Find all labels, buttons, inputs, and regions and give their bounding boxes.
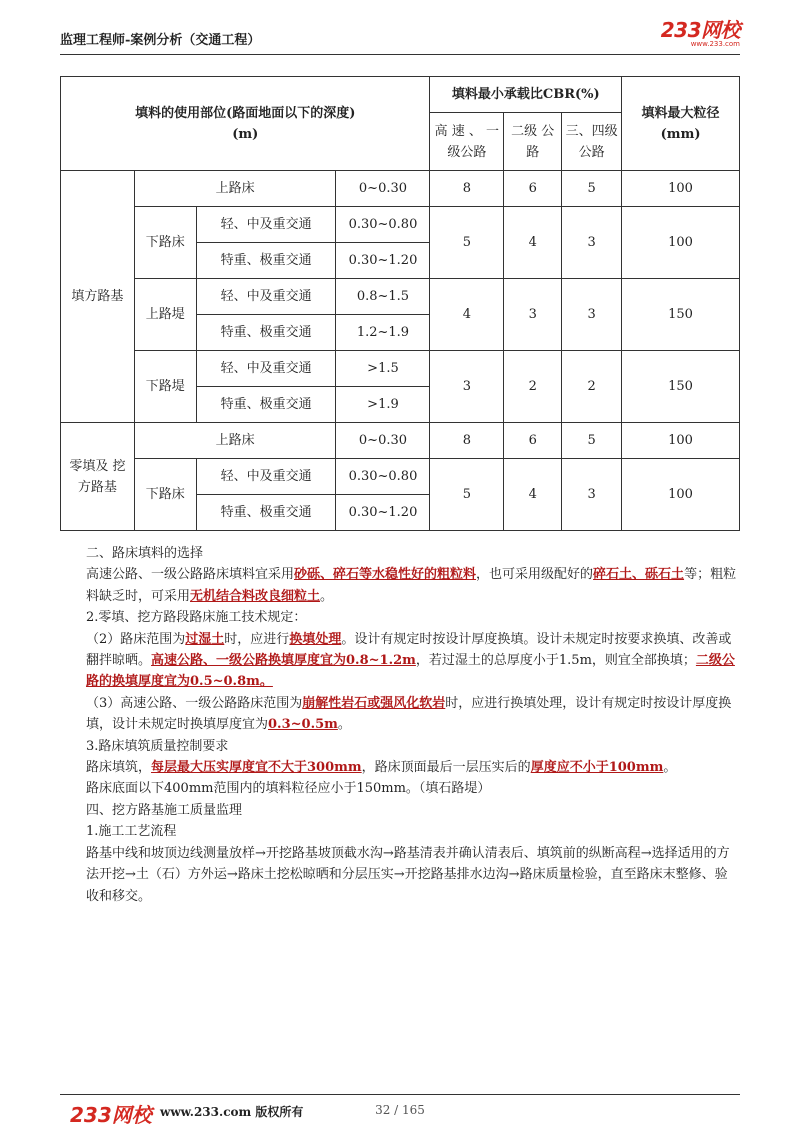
paragraph: 路床底面以下400mm范围内的填料粒径应小于150mm。（填石路堤） <box>86 781 491 797</box>
header-usage: 填料的使用部位(路面地面以下的深度) (m) <box>61 77 430 171</box>
cbr-cell: 5 <box>430 459 504 531</box>
highlight: 厚度应不小于100mm <box>530 760 664 776</box>
depth-cell: 0.30~0.80 <box>336 459 430 495</box>
header-cbr-class34: 三、四级 公路 <box>562 113 622 171</box>
page-number: 32 / 165 <box>375 1103 425 1117</box>
cbr-cell: 4 <box>430 279 504 351</box>
depth-cell: >1.5 <box>336 351 430 387</box>
depth-cell: 1.2~1.9 <box>336 315 430 351</box>
document-title: 监理工程师-案例分析（交通工程） <box>60 33 261 48</box>
highlight: 砂砾、碎石等水稳性好的粗粒料 <box>294 567 477 583</box>
position-label: 上路床 <box>134 423 336 459</box>
header-cbr-highway: 高 速 、 一级公路 <box>430 113 504 171</box>
size-cell: 150 <box>622 279 740 351</box>
size-cell: 100 <box>622 459 740 531</box>
highlight: 高速公路、一级公路换填厚度宜为0.8~1.2m <box>151 653 416 669</box>
highlight: 无机结合料改良细粒土 <box>190 588 321 604</box>
position-label: 下路床 <box>134 459 196 531</box>
traffic-label: 轻、中及重交通 <box>196 279 336 315</box>
depth-cell: 0.8~1.5 <box>336 279 430 315</box>
position-label: 下路堤 <box>134 351 196 423</box>
cbr-cell: 5 <box>562 171 622 207</box>
section-heading: 二、路床填料的选择 <box>86 546 204 561</box>
traffic-label: 轻、中及重交通 <box>196 207 336 243</box>
cbr-cell: 4 <box>504 459 562 531</box>
size-cell: 150 <box>622 351 740 423</box>
cbr-cell: 6 <box>504 423 562 459</box>
logo-text: 233网校 <box>660 18 740 42</box>
cbr-cell: 2 <box>562 351 622 423</box>
highlight: 崩解性岩石或强风化软岩 <box>302 695 446 711</box>
traffic-label: 轻、中及重交通 <box>196 459 336 495</box>
footer-logo: 233网校 <box>70 1103 152 1127</box>
depth-cell: 0.30~1.20 <box>336 495 430 531</box>
subsection-heading: 1.施工工艺流程 <box>86 824 177 840</box>
page-footer <box>60 1094 740 1127</box>
subsection-heading: 2.零填、挖方路段路床施工技术规定： <box>86 610 307 626</box>
cbr-cell: 6 <box>504 171 562 207</box>
header-cbr: 填料最小承载比CBR(%) <box>430 77 622 113</box>
size-cell: 100 <box>622 207 740 279</box>
cbr-table <box>60 76 740 531</box>
depth-cell: >1.9 <box>336 387 430 423</box>
cbr-cell: 3 <box>562 207 622 279</box>
depth-cell: 0~0.30 <box>336 423 430 459</box>
highlight: 每层最大压实厚度宜不大于300mm <box>151 760 362 776</box>
paragraph: 高速公路、一级公路路床填料宜采用砂砾、碎石等水稳性好的粗粒料，也可采用级配好的碎石土、砾石土等；粗粒料缺乏时，可采用无机结合料改良细粒土。 <box>86 567 737 604</box>
section-heading: 四、挖方路基施工质量监理 <box>86 802 243 818</box>
size-cell: 100 <box>622 171 740 207</box>
highlight: 碎石土、砾石土 <box>593 567 685 583</box>
traffic-label: 特重、极重交通 <box>196 315 336 351</box>
paragraph: （2）路床范围为过湿土时，应进行换填处理。设计有规定时按设计厚度换填。设计未规定时按要求换填、改善或翻拌晾晒。高速公路、一级公路换填厚度宜为0.8~1.2m，若过湿土的总厚度小于1.5m，则宜全部换填；二级公路的换填厚度宜为0.5~0.8m。 <box>86 631 735 690</box>
traffic-label: 特重、极重交通 <box>196 495 336 531</box>
depth-cell: 0.30~0.80 <box>336 207 430 243</box>
highlight: 换填处理 <box>289 631 342 647</box>
traffic-label: 特重、极重交通 <box>196 387 336 423</box>
cbr-cell: 2 <box>504 351 562 423</box>
header-cbr-class2: 二级 公路 <box>504 113 562 171</box>
cbr-cell: 3 <box>562 279 622 351</box>
brand-logo <box>661 20 740 48</box>
highlight: 0.3~0.5m <box>268 717 338 733</box>
cbr-cell: 5 <box>562 423 622 459</box>
cbr-cell: 8 <box>430 423 504 459</box>
paragraph: 路床填筑，每层最大压实厚度宜不大于300mm，路床顶面最后一层压实后的厚度应不小于100mm。 <box>86 760 677 776</box>
cbr-cell: 4 <box>504 207 562 279</box>
cbr-cell: 3 <box>504 279 562 351</box>
highlight: 过湿土 <box>185 631 225 647</box>
position-label: 上路堤 <box>134 279 196 351</box>
cbr-cell: 3 <box>562 459 622 531</box>
paragraph: （3）高速公路、一级公路路床范围为崩解性岩石或强风化软岩时，应进行换填处理，设计有规定时按设计厚度换填，设计未规定时换填厚度宜为0.3~0.5m。 <box>86 695 732 733</box>
subsection-heading: 3.路床填筑质量控制要求 <box>86 738 229 754</box>
category-zero-cut: 零填及 挖方路基 <box>61 423 135 531</box>
category-fill: 填方路基 <box>61 171 135 423</box>
traffic-label: 特重、极重交通 <box>196 243 336 279</box>
depth-cell: 0.30~1.20 <box>336 243 430 279</box>
logo-url: www.233.com <box>690 40 740 48</box>
highlight: 二级公路的换填厚度宜为0.5~0.8m。 <box>86 653 735 690</box>
header-max-size: 填料最大粒径 (mm) <box>622 77 740 171</box>
size-cell: 100 <box>622 423 740 459</box>
depth-cell: 0~0.30 <box>336 171 430 207</box>
cbr-cell: 8 <box>430 171 504 207</box>
page-header <box>60 20 740 55</box>
body-text <box>86 543 740 907</box>
position-label: 上路床 <box>134 171 336 207</box>
paragraph: 路基中线和坡顶边线测量放样→开挖路基坡顶截水沟→路基清表并确认清表后、填筑前的纵断高程→选择适用的方法开挖→土（石）方外运→路床土挖松晾晒和分层压实→开挖路基排水边沟→路床质量检验，直至路床末整修、验收和移交。 <box>86 845 730 904</box>
position-label: 下路床 <box>134 207 196 279</box>
cbr-cell: 5 <box>430 207 504 279</box>
cbr-cell: 3 <box>430 351 504 423</box>
traffic-label: 轻、中及重交通 <box>196 351 336 387</box>
footer-copyright: www.233.com 版权所有 <box>160 1105 304 1119</box>
